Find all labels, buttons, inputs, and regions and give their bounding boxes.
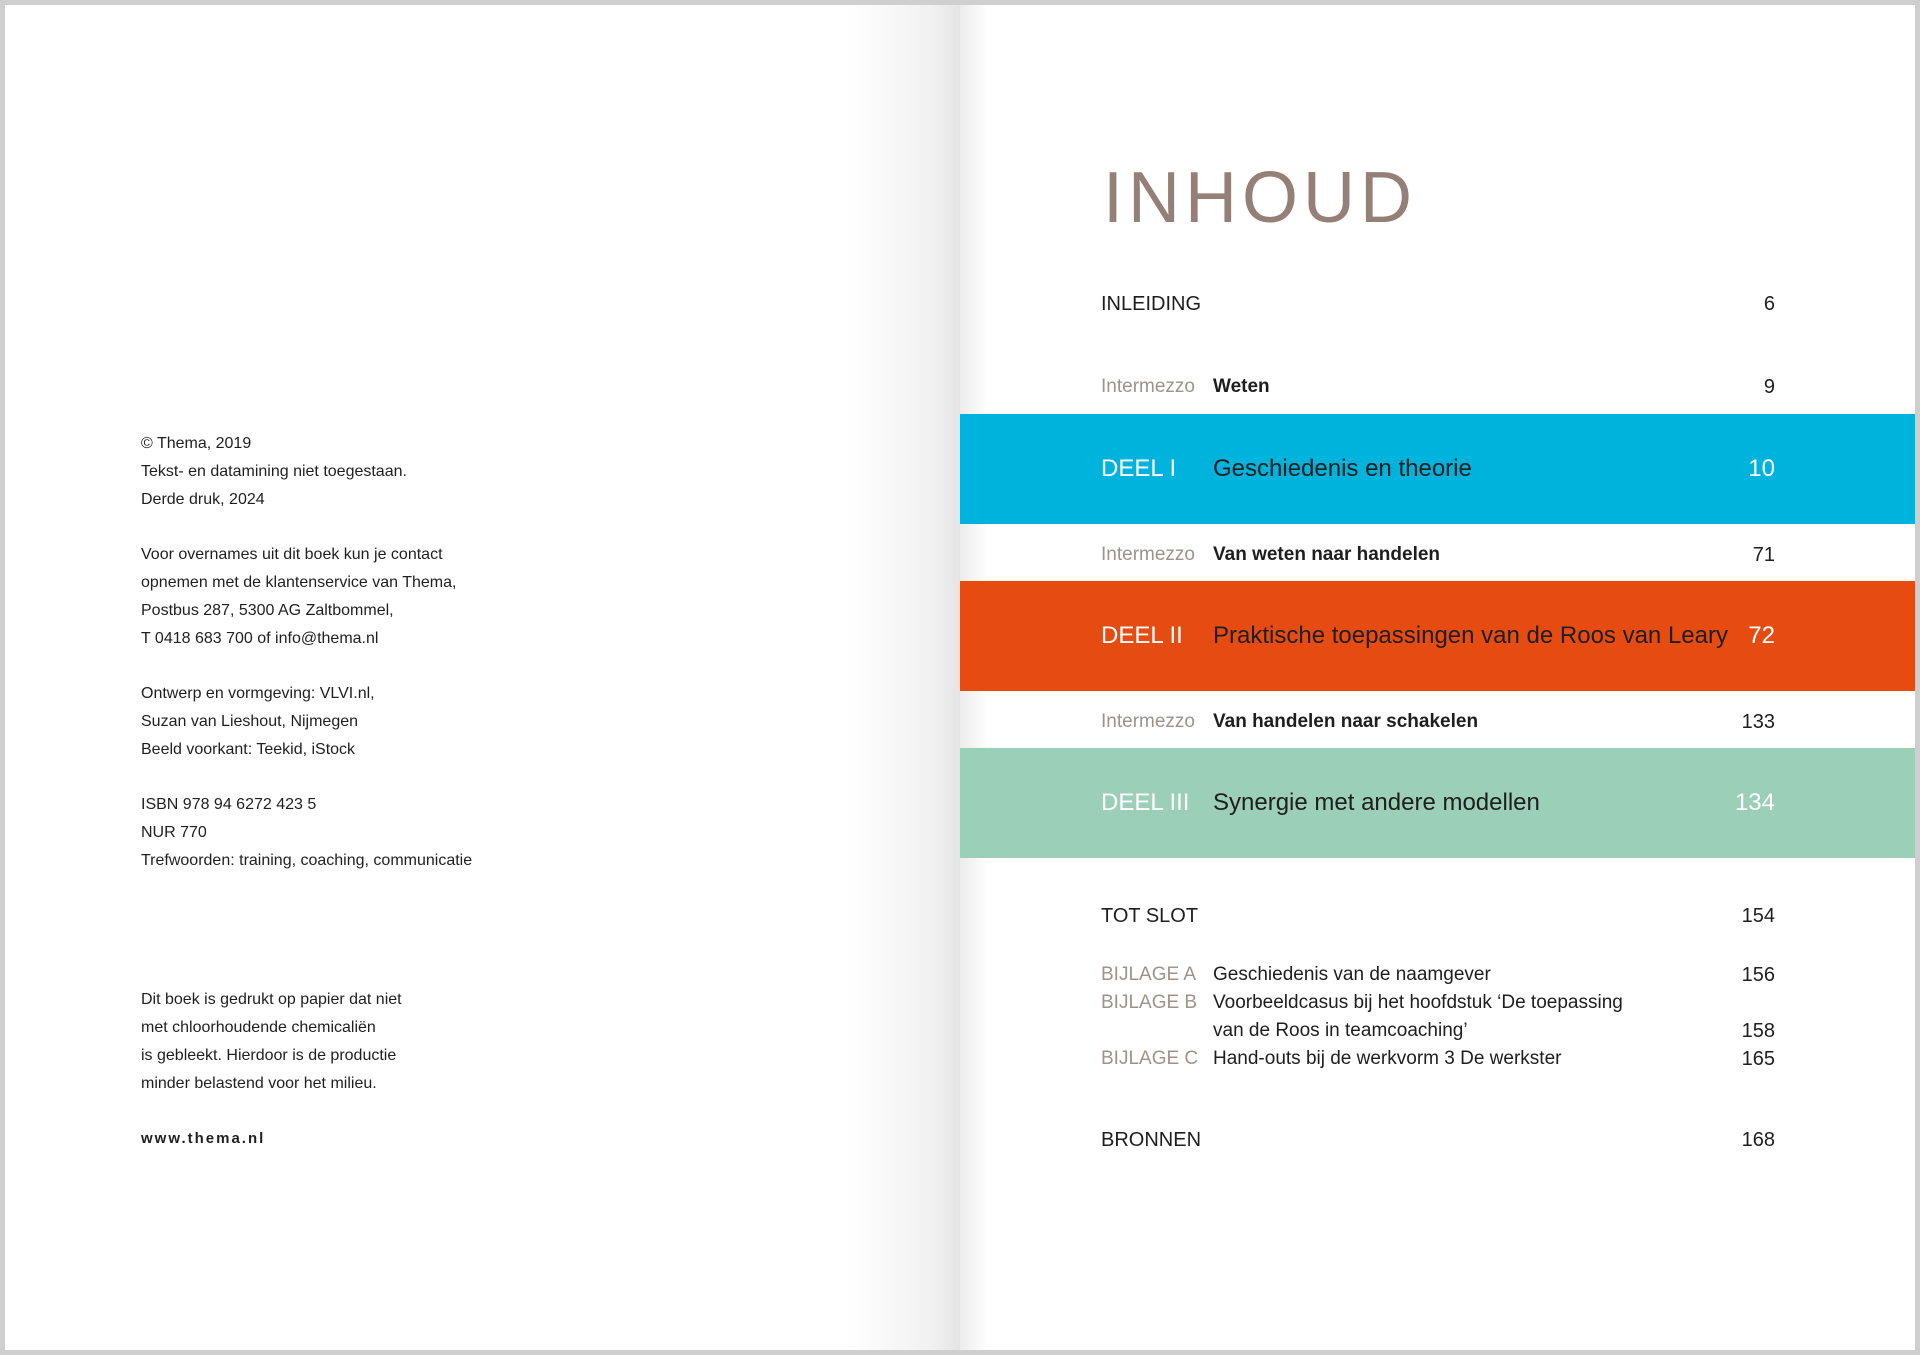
- imprint: [141, 430, 741, 1153]
- imprint-line: Suzan van Lieshout, Nijmegen: [141, 713, 359, 730]
- imprint-line: Voor overnames uit dit boek kun je contact: [141, 546, 443, 563]
- toc-kind: BIJLAGE B: [1101, 992, 1198, 1013]
- toc-title: Hand-outs bij de werkvorm 3 De werkster: [1213, 1048, 1562, 1069]
- toc-title: Van handelen naar schakelen: [1213, 711, 1479, 732]
- toc-kind: DEEL I: [1101, 455, 1177, 482]
- website-link[interactable]: www.thema.nl: [141, 1130, 266, 1147]
- toc-page-number: 134: [1734, 789, 1775, 816]
- imprint-line: Postbus 287, 5300 AG Zaltbommel,: [141, 602, 394, 619]
- toc-title: Geschiedenis van de naamgever: [1213, 964, 1491, 985]
- toc-entry-tot-slot[interactable]: [960, 896, 1915, 936]
- toc-page-number: 71: [1752, 544, 1775, 566]
- toc-entry-bronnen[interactable]: [960, 1120, 1915, 1160]
- toc-title: Synergie met andere modellen: [1213, 789, 1540, 816]
- toc-entry-bijlage-b[interactable]: [960, 989, 1915, 1017]
- imprint-line: © Thema, 2019: [141, 435, 252, 452]
- paper-note-line: minder belastend voor het milieu.: [141, 1075, 377, 1092]
- toc-kind: DEEL III: [1101, 789, 1190, 816]
- imprint-line: Tekst- en datamining niet toegestaan.: [141, 463, 407, 480]
- toc-page-number: 156: [1741, 964, 1775, 986]
- toc-entry-bijlage-a[interactable]: [960, 961, 1915, 989]
- imprint-line: opnemen met de klantenservice van Thema,: [141, 574, 457, 591]
- imprint-line: Beeld voorkant: Teekid, iStock: [141, 741, 356, 758]
- toc-label: TOT SLOT: [1101, 905, 1199, 927]
- imprint-line: NUR 770: [141, 824, 207, 841]
- toc-kind: BIJLAGE C: [1101, 1048, 1199, 1069]
- toc-label: BRONNEN: [1101, 1129, 1202, 1151]
- toc-page-number: 154: [1741, 905, 1775, 927]
- toc-page-number: 165: [1741, 1048, 1775, 1070]
- page-title: INHOUD: [1103, 158, 1417, 238]
- toc-entry-intermezzo[interactable]: [960, 702, 1915, 742]
- toc-page-number: 6: [1763, 293, 1775, 315]
- toc-title: Geschiedenis en theorie: [1213, 455, 1472, 482]
- toc-entry-intermezzo[interactable]: [960, 535, 1915, 575]
- toc-kind: BIJLAGE A: [1101, 964, 1197, 985]
- toc-part-deel-3[interactable]: [960, 748, 1915, 858]
- toc-entry-intermezzo[interactable]: [960, 367, 1915, 407]
- toc-entry-inleiding[interactable]: [960, 284, 1915, 324]
- toc-kind: DEEL II: [1101, 622, 1183, 649]
- toc-title: Praktische toepassingen van de Roos van Leary: [1213, 622, 1728, 649]
- toc-part-deel-2[interactable]: [960, 581, 1915, 691]
- toc-kind: Intermezzo: [1101, 376, 1195, 397]
- imprint-line: Trefwoorden: training, coaching, communicatie: [141, 852, 473, 869]
- toc-page-number: 10: [1748, 455, 1775, 482]
- toc-title: Voorbeeldcasus bij het hoofdstuk ‘De toepassing: [1213, 992, 1623, 1013]
- toc-entry-bijlage-b-continued[interactable]: [960, 1017, 1915, 1045]
- toc-page-number: 72: [1748, 622, 1775, 649]
- toc-title: Van weten naar handelen: [1213, 544, 1441, 565]
- book-spread: [5, 5, 1915, 1350]
- toc-title: van de Roos in teamcoaching’: [1213, 1020, 1468, 1041]
- imprint-line: Ontwerp en vormgeving: VLVI.nl,: [141, 685, 375, 702]
- toc-page-number: 9: [1763, 376, 1775, 398]
- toc-entry-bijlage-c[interactable]: [960, 1045, 1915, 1073]
- toc-page-number: 168: [1741, 1129, 1775, 1151]
- imprint-line: T 0418 683 700 of info@thema.nl: [141, 630, 379, 647]
- paper-note-line: met chloorhoudende chemicaliën: [141, 1019, 376, 1036]
- toc-page: [960, 5, 1915, 1350]
- imprint-line: Derde druk, 2024: [141, 491, 265, 508]
- colophon-page: [5, 5, 960, 1350]
- paper-note-line: Dit boek is gedrukt op papier dat niet: [141, 991, 402, 1008]
- toc-kind: Intermezzo: [1101, 711, 1195, 732]
- paper-note-line: is gebleekt. Hierdoor is de productie: [141, 1047, 397, 1064]
- imprint-line: ISBN 978 94 6272 423 5: [141, 796, 317, 813]
- toc-title: Weten: [1213, 376, 1270, 397]
- toc-label: INLEIDING: [1101, 293, 1202, 315]
- toc-page-number: 158: [1741, 1020, 1775, 1042]
- toc-part-deel-1[interactable]: [960, 414, 1915, 524]
- toc-page-number: 133: [1741, 711, 1775, 733]
- toc-kind: Intermezzo: [1101, 544, 1195, 565]
